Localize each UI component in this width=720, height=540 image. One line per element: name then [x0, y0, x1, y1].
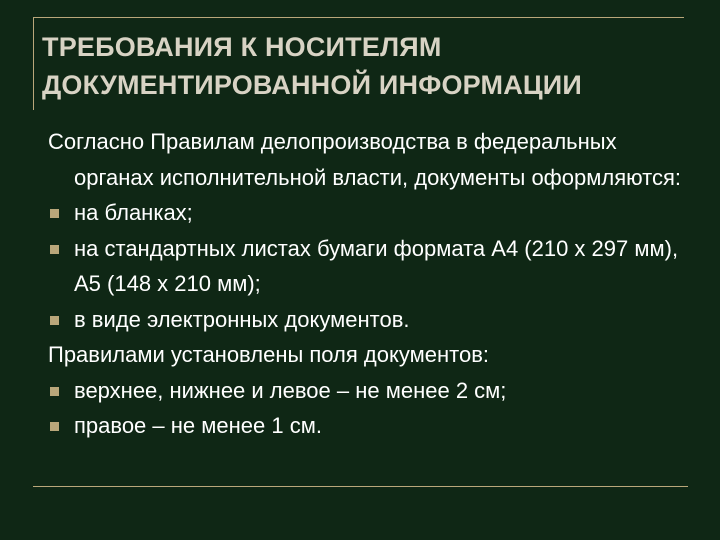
slide-title-line-2: ДОКУМЕНТИРОВАННОЙ ИНФОРМАЦИИ [42, 70, 583, 100]
margins-list [48, 373, 688, 444]
margins-paragraph: Правилами установлены поля документов: [48, 342, 489, 367]
bottom-divider [33, 486, 688, 487]
intro-paragraph: Согласно Правилам делопроизводства в федеральных органах исполнительной власти, документы оформляются: [48, 129, 681, 190]
list-item [48, 231, 688, 302]
square-bullet-icon [50, 316, 59, 325]
list-item-text: на стандартных листах бумаги формата А4 (210 х 297 мм), А5 (148 х 210 мм); [74, 235, 679, 296]
list-item [48, 195, 688, 231]
list-item-text: в виде электронных документов. [74, 306, 410, 332]
list-item-text: верхнее, нижнее и левое – не менее 2 см; [74, 377, 507, 403]
square-bullet-icon [50, 387, 59, 396]
format-list [48, 195, 688, 337]
slide-title-line-1: ТРЕБОВАНИЯ К НОСИТЕЛЯМ [42, 32, 442, 62]
list-item [48, 408, 688, 444]
square-bullet-icon [50, 422, 59, 431]
square-bullet-icon [50, 209, 59, 218]
list-item [48, 302, 688, 338]
slide-title [42, 28, 702, 104]
slide-body [48, 124, 688, 444]
list-item-text: правое – не менее 1 см. [74, 413, 322, 438]
list-item-text: на бланках; [74, 200, 193, 225]
square-bullet-icon [50, 245, 59, 254]
list-item [48, 373, 688, 409]
